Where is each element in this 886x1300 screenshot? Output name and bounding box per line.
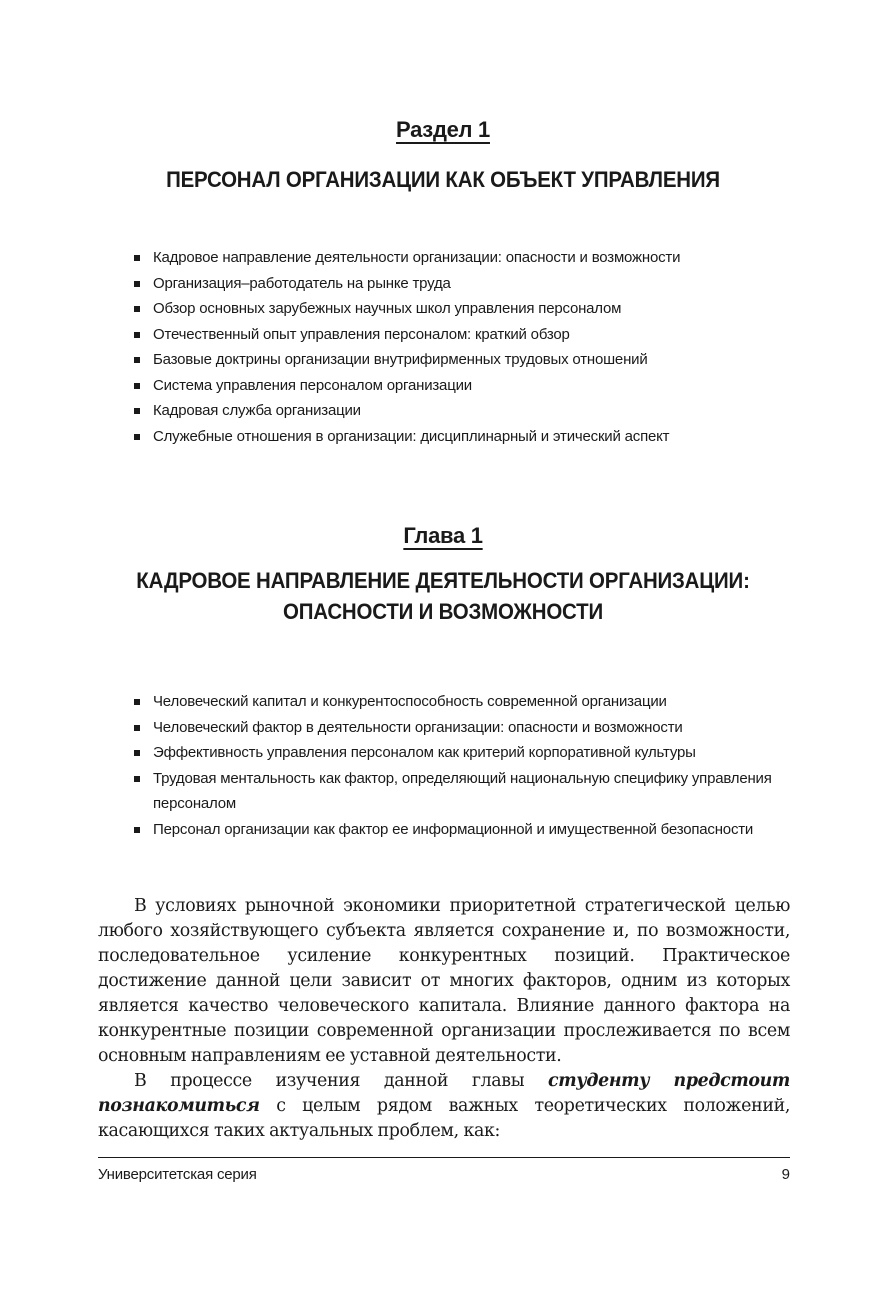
list-item: Кадровое направление деятельности организации: опасности и возможности	[134, 245, 790, 271]
emphasis-text: студенту предстоит познакомиться	[98, 1071, 790, 1116]
body-paragraph-2: В процессе изучения данной главы студенту предстоит познакомиться с целым рядом важных теоретических положений, касающихся таких актуальных проблем, как:	[98, 1071, 790, 1141]
footer-divider	[98, 1157, 790, 1158]
bullet-square-icon	[134, 255, 140, 261]
list-item: Отечественный опыт управления персоналом: краткий обзор	[134, 322, 790, 348]
section-topic-list	[134, 245, 790, 449]
bullet-square-icon	[134, 281, 140, 287]
bullet-square-icon	[134, 383, 140, 389]
bullet-square-icon	[134, 750, 140, 756]
list-item: Трудовая ментальность как фактор, определяющий национальную специфику управления персоналом	[134, 766, 790, 817]
list-item: Персонал организации как фактор ее информационной и имущественной безопасности	[134, 817, 790, 843]
list-item: Человеческий фактор в деятельности организации: опасности и возможности	[134, 715, 790, 741]
page-number: 9	[781, 1166, 790, 1183]
section-label: Раздел 1	[396, 117, 490, 142]
chapter-title	[31, 565, 855, 627]
list-item: Базовые доктрины организации внутрифирменных трудовых отношений	[134, 347, 790, 373]
body-text	[98, 894, 790, 1144]
list-item: Обзор основных зарубежных научных школ управления персоналом	[134, 296, 790, 322]
bullet-square-icon	[134, 306, 140, 312]
section-title: ПЕРСОНАЛ ОРГАНИЗАЦИИ КАК ОБЪЕКТ УПРАВЛЕНИЯ	[166, 167, 720, 192]
chapter-label: Глава 1	[403, 523, 483, 548]
chapter-topic-list	[134, 689, 790, 842]
bullet-square-icon	[134, 408, 140, 414]
bullet-square-icon	[134, 827, 140, 833]
list-item: Кадровая служба организации	[134, 398, 790, 424]
list-item: Организация–работодатель на рынке труда	[134, 271, 790, 297]
body-paragraph-1: В условиях рыночной экономики приоритетной стратегической целью любого хозяйствующего субъекта является сохранение и, по возможности, последовательное усиление конкурентных позиций. Практическое достижение данной цели зависит от многих факторов, одним из которых является качество человеческого капитала. Влияние данного фактора на конкурентные позиции современной организации прослеживается по всем основным направлениям ее уставной деятельности.	[98, 896, 790, 1066]
bullet-square-icon	[134, 699, 140, 705]
list-item: Человеческий капитал и конкурентоспособность современной организации	[134, 689, 790, 715]
footer-series: Университетская серия	[98, 1166, 257, 1183]
list-item: Эффективность управления персоналом как критерий корпоративной культуры	[134, 740, 790, 766]
bullet-square-icon	[134, 434, 140, 440]
chapter-title-line-2: ОПАСНОСТИ И ВОЗМОЖНОСТИ	[283, 599, 603, 624]
bullet-square-icon	[134, 357, 140, 363]
list-item: Система управления персоналом организации	[134, 373, 790, 399]
list-item: Служебные отношения в организации: дисциплинарный и этический аспект	[134, 424, 790, 450]
bullet-square-icon	[134, 332, 140, 338]
bullet-square-icon	[134, 725, 140, 731]
bullet-square-icon	[134, 776, 140, 782]
chapter-title-line-1: КАДРОВОЕ НАПРАВЛЕНИЕ ДЕЯТЕЛЬНОСТИ ОРГАНИЗАЦИИ:	[136, 568, 750, 593]
